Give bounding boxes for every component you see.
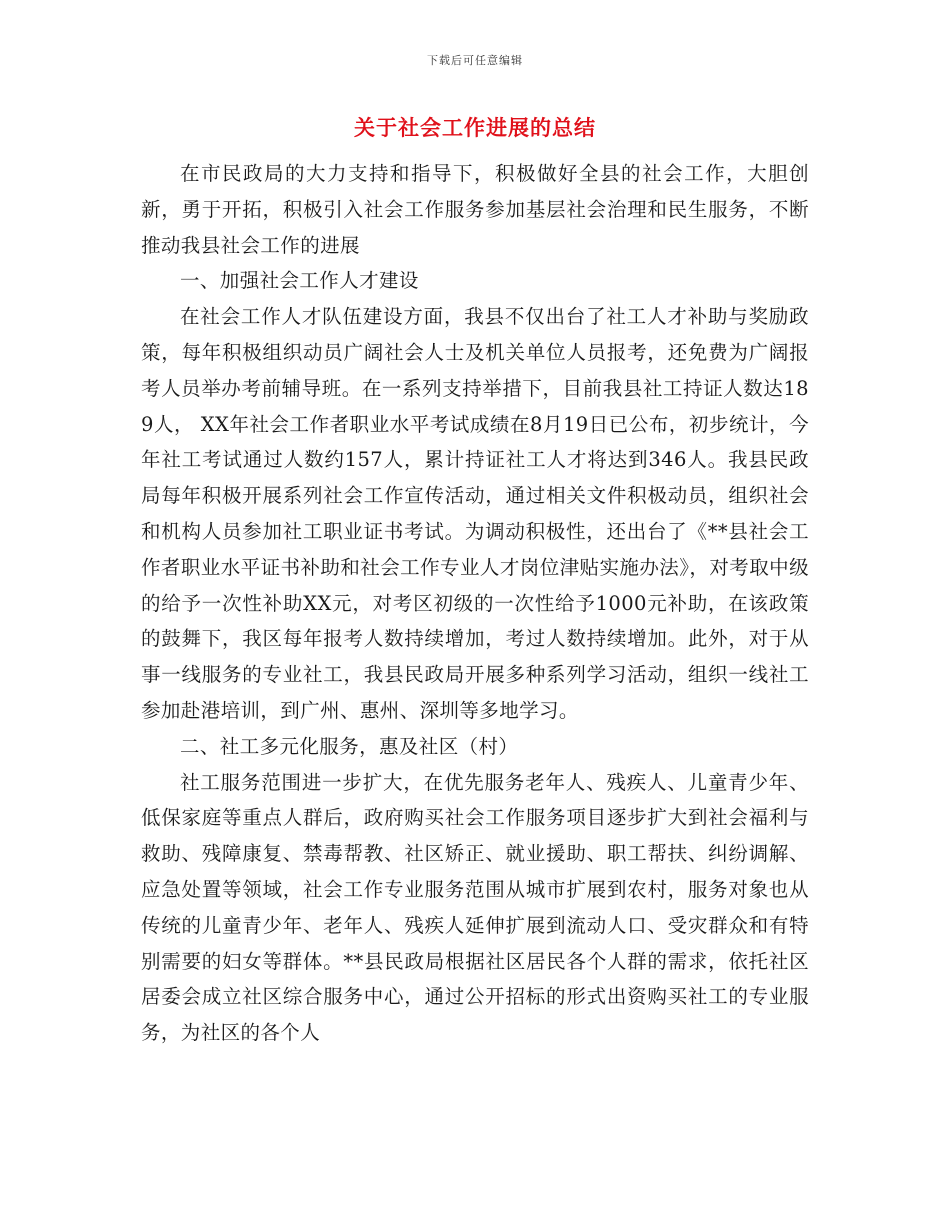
page-header-note: 下载后可任意编辑 bbox=[427, 54, 523, 67]
section-2-paragraph: 社工服务范围进一步扩大，在优先服务老年人、残疾人、儿童青少年、低保家庭等重点人群后，政府购买社会工作服务项目逐步扩大到社会福利与救助、残障康复、禁毒帮教、社区矫正、就业援助、职工帮扶、纠纷调解、应急处置等领域，社会工作专业服务范围从城市扩展到农村，服务对象也从传统的儿童青少年、老年人、残疾人延伸扩展到流动人口、受灾群众和有特别需要的妇女等群体。**县民政局根据社区居民各个人群的需求，依托社区居委会成立社区综合服务中心，通过公开招标的形式出资购买社工的专业服务，为社区的各个人 bbox=[141, 770, 809, 1045]
section-heading-2: 二、社工多元化服务，惠及社区（村） bbox=[180, 734, 519, 758]
document-body bbox=[141, 156, 809, 1051]
document-title: 关于社会工作进展的总结 bbox=[354, 115, 596, 140]
section-1-paragraph: 在社会工作人才队伍建设方面，我县不仅出台了社工人才补助与奖励政策，每年积极组织动员广阔社会人士及机关单位人员报考，还免费为广阔报考人员举办考前辅导班。在一系列支持举措下，目前我县社工持证人数达189人， XX年社会工作者职业水平考试成绩在8月19日已公布，初步统计，今年社工考试通过人数约157人，累计持证社工人才将达到346人。我县民政局每年积极开展系列社会工作宣传活动，通过相关文件积极动员，组织社会和机构人员参加社工职业证书考试。为调动积极性，还出台了《**县社会工作者职业水平证书补助和社会工作专业人才岗位津贴实施办法》，对考取中级的给予一次性补助XX元，对考区初级的一次性给予1000元补助，在该政策的鼓舞下，我区每年报考人数持续增加，考过人数持续增加。此外，对于从事一线服务的专业社工，我县民政局开展多种系列学习活动，组织一线社工参加赴港培训，到广州、惠州、深圳等多地学习。 bbox=[141, 305, 809, 722]
section-heading-1: 一、加强社会工作人才建设 bbox=[180, 269, 419, 293]
intro-paragraph: 在市民政局的大力支持和指导下，积极做好全县的社会工作，大胆创新，勇于开拓，积极引入社会工作服务参加基层社会治理和民生服务，不断推动我县社会工作的进展 bbox=[141, 162, 809, 257]
